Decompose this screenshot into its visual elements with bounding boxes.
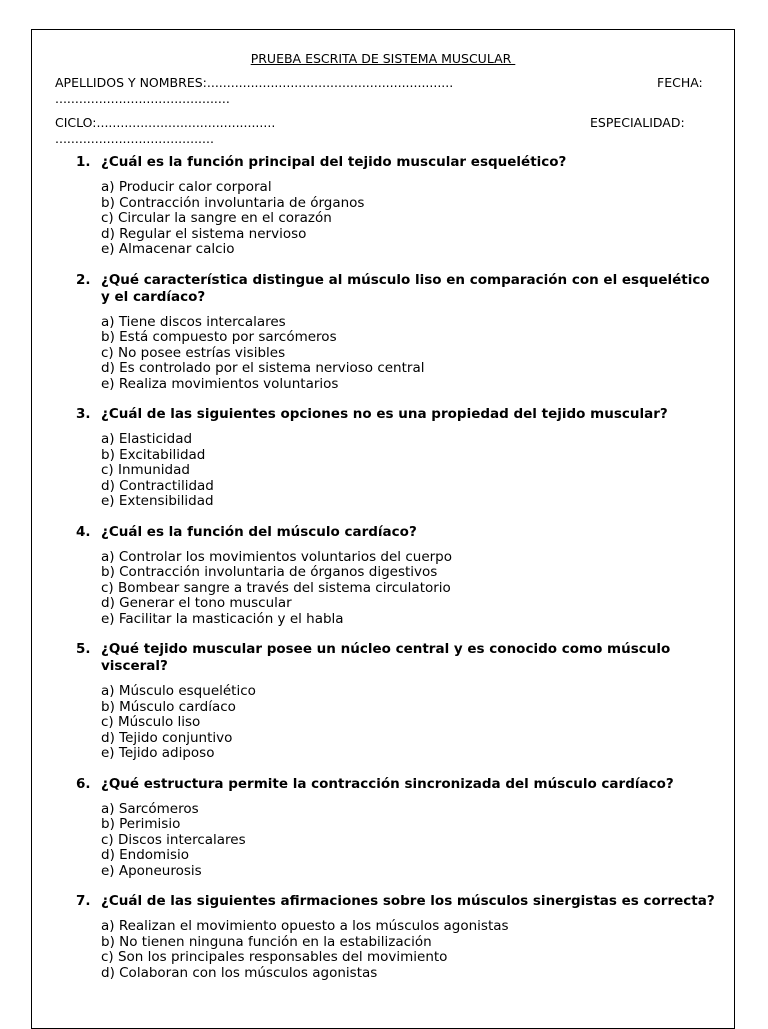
option-a: a) Realizan el movimiento opuesto a los músculos agonistas: [101, 918, 509, 934]
question-text: ¿Cuál es la función principal del tejido muscular esquelético?: [101, 154, 567, 170]
page-frame: [31, 29, 735, 1029]
option-a: a) Sarcómeros: [101, 800, 199, 817]
option-a: a) Tiene discos intercalares: [101, 313, 286, 330]
option-e: e) Tejido adiposo: [101, 745, 215, 761]
option-a: a) Producir calor corporal: [101, 179, 272, 195]
date-label: FECHA:: [657, 75, 703, 90]
option-e: e) Facilitar la masticación y el habla: [101, 610, 344, 627]
option-a: a) Elasticidad: [101, 431, 193, 447]
option-e: e) Extensibilidad: [101, 493, 214, 509]
option-b: b) No tienen ninguna función en la estabilización: [101, 933, 432, 950]
cycle-blank: .............................................: [96, 115, 276, 130]
option-c: c) Discos intercalares: [101, 831, 246, 848]
option-c: c) Inmunidad: [101, 462, 190, 478]
option-list: [101, 684, 716, 762]
option-e: e) Realiza movimientos voluntarios: [101, 375, 339, 392]
option-list: [101, 802, 716, 880]
option-a: a) Músculo esquelético: [101, 683, 256, 699]
question-number: 7.: [76, 893, 91, 909]
question-number: 5.: [76, 641, 91, 657]
question-7: [76, 893, 716, 981]
question-6: [76, 776, 716, 880]
specialty-blank: ........................................: [55, 131, 214, 146]
question-text: ¿Cuál de las siguientes opciones no es una propiedad del tejido muscular?: [101, 406, 668, 422]
cycle-label: CICLO:: [55, 115, 97, 130]
option-b: b) Contracción involuntaria de órganos: [101, 194, 365, 211]
question-text: ¿Qué estructura permite la contracción sincronizada del músculo cardíaco?: [101, 775, 674, 792]
question-number: 2.: [76, 271, 91, 288]
question-4: [76, 524, 716, 628]
option-c: c) Bombear sangre a través del sistema circulatorio: [101, 579, 451, 596]
option-d: d) Contractilidad: [101, 477, 214, 494]
option-list: [101, 180, 716, 258]
question-text: ¿Cuál de las siguientes afirmaciones sobre los músculos sinergistas es correcta?: [101, 893, 715, 909]
option-list: [101, 432, 716, 510]
question-2: [76, 272, 716, 393]
question-number: 4.: [76, 523, 91, 540]
question-number: 3.: [76, 406, 91, 422]
option-a: a) Controlar los movimientos voluntarios del cuerpo: [101, 548, 453, 565]
option-b: b) Excitabilidad: [101, 446, 206, 463]
document-title: PRUEBA ESCRITA DE SISTEMA MUSCULAR: [250, 51, 516, 66]
option-d: d) Colaboran con los músculos agonistas: [101, 964, 378, 981]
question-5: [76, 641, 716, 762]
names-field: [55, 75, 453, 90]
question-1: [76, 154, 716, 258]
option-list: [101, 550, 716, 628]
names-date-row: [55, 75, 706, 107]
option-d: d) Generar el tono muscular: [101, 595, 292, 611]
option-list: [101, 315, 716, 393]
option-b: b) Está compuesto por sarcómeros: [101, 329, 337, 345]
option-b: b) Perimisio: [101, 816, 181, 832]
option-d: d) Es controlado por el sistema nervioso central: [101, 360, 425, 376]
option-d: d) Tejido conjuntivo: [101, 729, 233, 746]
option-list: [101, 919, 716, 981]
question-list: [76, 154, 716, 995]
question-number: 6.: [76, 775, 91, 792]
question-3: [76, 406, 716, 510]
option-d: d) Regular el sistema nervioso: [101, 225, 307, 242]
question-text: ¿Qué tejido muscular posee un núcleo central y es conocido como músculo visceral?: [101, 641, 671, 674]
option-b: b) Músculo cardíaco: [101, 698, 236, 715]
specialty-label: ESPECIALIDAD:: [590, 115, 685, 130]
option-d: d) Endomisio: [101, 847, 189, 863]
option-c: c) No posee estrías visibles: [101, 344, 286, 361]
names-blank: ..............................................................: [206, 75, 454, 90]
question-text: ¿Cuál es la función del músculo cardíaco?: [101, 523, 417, 540]
option-b: b) Contracción involuntaria de órganos digestivos: [101, 564, 438, 580]
names-label: APELLIDOS Y NOMBRES:: [55, 75, 207, 90]
option-e: e) Almacenar calcio: [101, 241, 235, 257]
option-c: c) Músculo liso: [101, 714, 201, 730]
cycle-field: [55, 115, 275, 130]
option-e: e) Aponeurosis: [101, 862, 202, 879]
cycle-specialty-row: [55, 115, 706, 147]
question-text: ¿Qué característica distingue al músculo liso en comparación con el esquelético y el cardíaco?: [101, 271, 710, 305]
question-number: 1.: [76, 154, 91, 170]
option-c: c) Son los principales responsables del movimiento: [101, 949, 448, 965]
date-blank: ............................................: [55, 91, 230, 106]
option-c: c) Circular la sangre en el corazón: [101, 210, 332, 226]
